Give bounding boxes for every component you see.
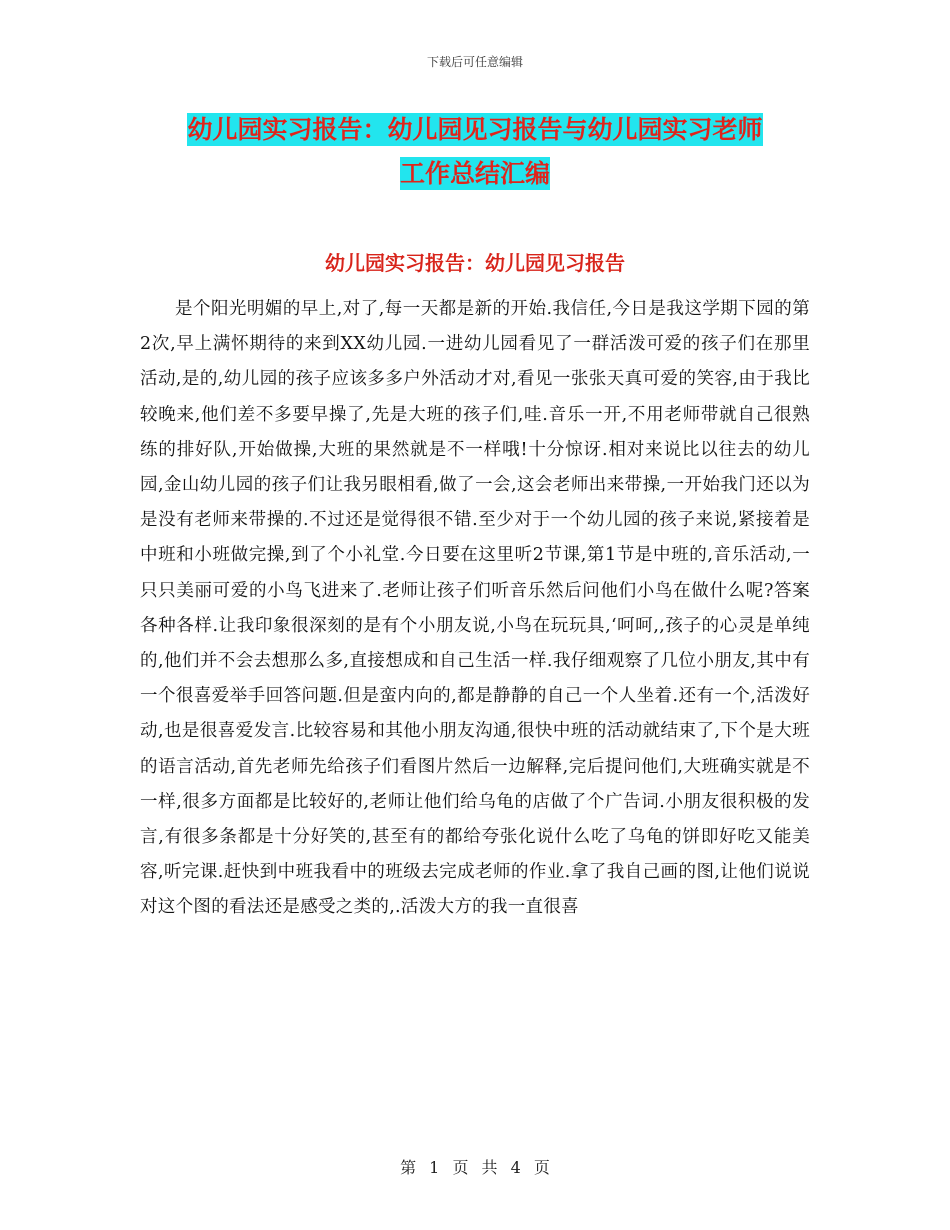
page-number-footer: 第 1 页 共 4 页 bbox=[400, 1158, 550, 1177]
document-title-line-2 bbox=[0, 157, 950, 191]
section-title: 幼儿园实习报告：幼儿园见习报告 bbox=[325, 251, 625, 275]
body-paragraph: 是个阳光明媚的早上,对了,每一天都是新的开始.我信任,今日是我这学期下园的第2次,早上满怀期待的来到XX幼儿园.一进幼儿园看见了一群活泼可爱的孩子们在那里活动,是的,幼儿园的孩子应该多多户外活动才对,看见一张张天真可爱的笑容,由于我比较晚来,他们差不多要早操了,先是大班的孩子们,哇.音乐一开,不用老师带就自己很熟练的排好队,开始做操,大班的果然就是不一样哦!十分惊讶.相对来说比以往去的幼儿园,金山幼儿园的孩子们让我另眼相看,做了一会,这会老师出来带操,一开始我门还以为是没有老师来带操的.不过还是觉得很不错.至少对于一个幼儿园的孩子来说,紧接着是中班和小班做完操,到了个小礼堂.今日要在这里听2节课,第1节是中班的,音乐活动,一只只美丽可爱的小鸟飞进来了.老师让孩子们听音乐然后问他们小鸟在做什么呢?答案各种各样.让我印象很深刻的是有个小朋友说,小鸟在玩玩具,‘呵呵,,孩子的心灵是单纯的,他们并不会去想那么多,直接想成和自己生活一样.我仔细观察了几位小朋友,其中有一个很喜爱举手回答问题.但是蛮内向的,都是静静的自己一个人坐着.还有一个,活泼好动,也是很喜爱发言.比较容易和其他小朋友沟通,很快中班的活动就结束了,下个是大班的语言活动,首先老师先给孩子们看图片然后一边解释,完后提问他们,大班确实就是不一样,很多方面都是比较好的,老师让他们给乌龟的店做了个广告词.小朋友很积极的发言,有很多条都是十分好笑的,甚至有的都给夸张化说什么吃了乌龟的饼即好吃又能美容,听完课.赶快到中班我看中的班级去完成老师的作业.拿了我自己画的图,让他们说说对这个图的看法还是感受之类的,.活泼大方的我一直很喜 bbox=[140, 299, 810, 918]
page-header-note: 下载后可任意编辑 bbox=[426, 55, 523, 69]
document-title-text-1: 幼儿园实习报告：幼儿园见习报告与幼儿园实习老师 bbox=[187, 115, 763, 144]
document-title-line-1 bbox=[0, 113, 950, 147]
document-title-text-2: 工作总结汇编 bbox=[399, 159, 550, 188]
